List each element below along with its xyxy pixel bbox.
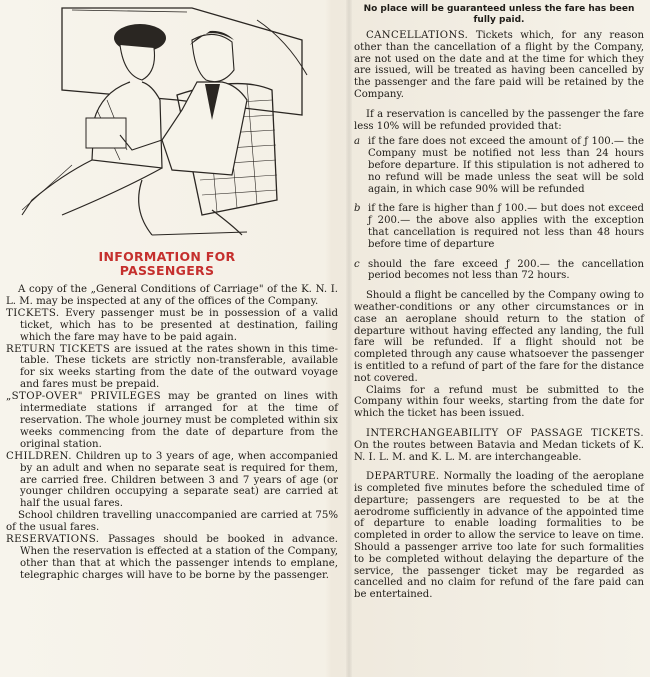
list-item-text: if the fare is higher than ƒ 100.— but does not exceed ƒ 200.— the above also applies with the exception that cancellation is required not less than 48 hours before time of departure <box>368 203 644 250</box>
fare-guarantee-note: No place will be guaranteed unless the fare has been fully paid. <box>363 4 635 25</box>
refund-claims-paragraph: Claims for a refund must be submitted to the Company within four weeks, starting from the date for which the ticket has been issued. <box>354 384 644 420</box>
list-item-marker: c <box>354 258 360 270</box>
list-item-marker: b <box>354 203 361 215</box>
departure-heading: DEPARTURE. <box>366 471 440 483</box>
return-tickets-text: are issued at the rates shown in this time-table. These tickets are strictly non-transferable, available for six weeks starting from the date of the outward voyage and fares must be prepaid. <box>20 343 338 391</box>
tickets-heading: TICKETS. <box>6 307 60 319</box>
list-item <box>354 136 644 195</box>
right-body-text <box>354 30 644 601</box>
school-children-paragraph: School children travelling unaccompanied are carried at 75% of the usual fares. <box>6 510 338 534</box>
information-title <box>42 250 292 278</box>
right-column <box>354 4 644 674</box>
information-title-line2: PASSENGERS <box>119 263 215 278</box>
return-tickets-heading: RETURN TICKETS <box>6 343 111 355</box>
children-section <box>6 451 338 511</box>
stopover-heading: „STOP-OVER" PRIVILEGES <box>6 391 162 403</box>
reservations-text: Passages should be booked in advance. When the reservation is effected at a station of the Company, other than that at which the passenger intends to emplane, telegraphic charges will have to be borne by the passenger. <box>20 534 338 581</box>
children-text: Children up to 3 years of age, when accompanied by an adult and when no separate seat is required for them, are carried free. Children between 3 and 7 years of age (or younger children occupying a separate seat) are carried at half the usual fares. <box>20 450 338 510</box>
information-title-line1: INFORMATION FOR <box>98 249 236 264</box>
cancellations-text: Tickets which, for any reason other than the cancellation of a flight by the Company, are not used on the date and at the time for which they are issued, will be treated as having been cancelled by the passenger and the fare paid will be retained by the Company. <box>354 30 644 100</box>
left-body-text <box>6 284 338 582</box>
cancellation-refund-paragraph: If a reservation is cancelled by the passenger the fare less 10% will be refunded provided that: <box>354 108 644 132</box>
departure-text: Normally the loading of the aeroplane is completed five minutes before the scheduled time of departure; passengers are requested to be at the aerodrome sufficiently in advance of the appointed time of departure to enable loading formalities to be completed in order to allow the service to leave on time. Should a passenger arrive too late for such formalities to be completed without delaying the departure of the service, the passenger ticket may be regarded as cancelled and no claim for refund of the fare paid can be entertained. <box>354 471 645 601</box>
return-tickets-section <box>6 344 338 392</box>
interchangeability-text: On the routes between Batavia and Medan tickets of K. N. I. L. M. and K. L. M. are interchangeable. <box>354 439 644 463</box>
departure-section <box>354 471 644 601</box>
list-item-text: if the fare does not exceed the amount of ƒ 100.— the Company must be notified not less than 24 hours before departure. If this stipulation is not adhered to no refund will be made unless the seat will be sold again, in which case 90% will be refunded <box>368 136 644 195</box>
reservations-heading: RESERVATIONS. <box>6 534 100 546</box>
list-item <box>354 259 644 283</box>
interchangeability-heading: INTERCHANGEABILITY OF PASSAGE TICKETS. <box>366 427 644 439</box>
list-item-marker: a <box>354 136 361 148</box>
reservations-section <box>6 534 338 582</box>
tickets-section <box>6 308 338 344</box>
left-column <box>2 0 342 677</box>
intro-paragraph: A copy of the „General Conditions of Carriage" of the K. N. I. L. M. may be inspected at any of the offices of the Company. <box>6 284 338 307</box>
interchangeability-section <box>354 428 644 463</box>
weather-cancellation-paragraph: Should a flight be cancelled by the Company owing to weather-conditions or any other circumstances or in case an aeroplane should return to the station of departure without having effected any landing, the full fare will be refunded. If a flight should not be completed through any cause whatsoever the passenger is entitled to a refund of part of the fare for the distance not covered. <box>354 290 644 384</box>
page-fold <box>346 0 352 677</box>
couple-in-aircraft-seat-illustration <box>2 0 342 240</box>
children-heading: CHILDREN. <box>6 450 72 462</box>
stopover-text: may be granted on lines with intermediate stations if arranged for at the time of reservation. The whole journey must be completed within six weeks commencing from the date of departure from the original station. <box>20 391 338 450</box>
cancellations-heading: CANCELLATIONS. <box>366 30 469 41</box>
tickets-text: Every passenger must be in possession of a valid ticket, which has to be presented at destination, failing which the fare may have to be paid again. <box>20 307 338 343</box>
list-item-text: should the fare exceed ƒ 200.— the cancellation period becomes not less than 72 hours. <box>368 258 644 282</box>
stopover-section <box>6 391 338 451</box>
list-item <box>354 203 644 250</box>
cancellations-section <box>354 30 644 101</box>
